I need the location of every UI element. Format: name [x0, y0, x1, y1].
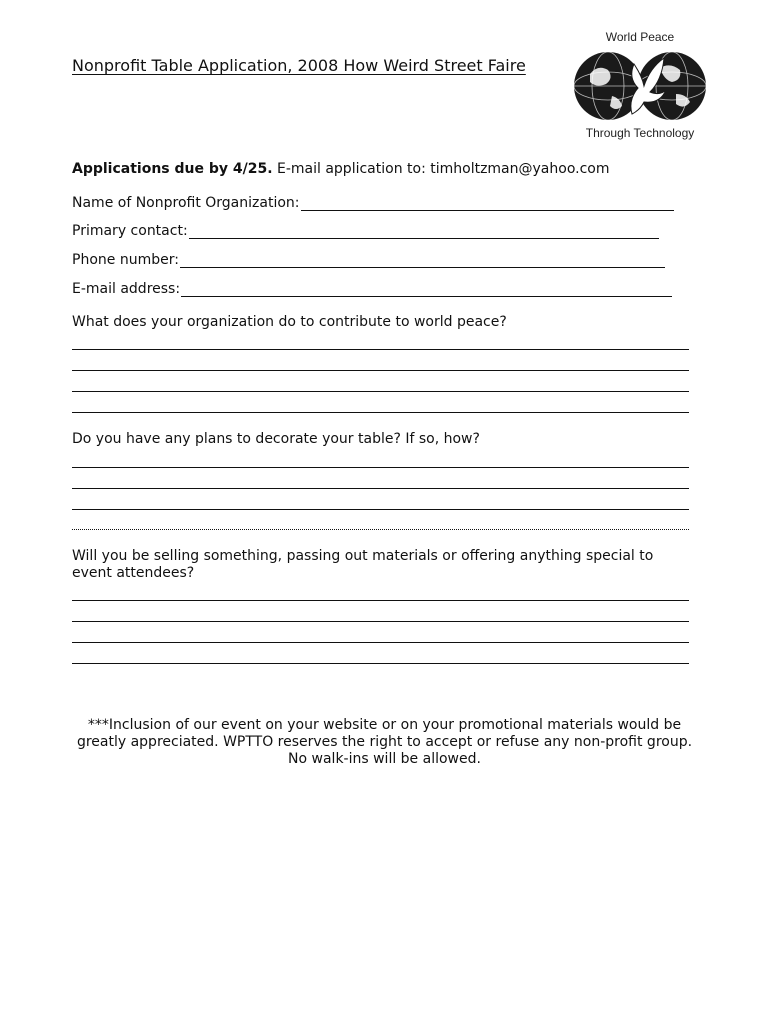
answer-line[interactable]	[72, 621, 689, 622]
question-world-peace: What does your organization do to contribute to world peace?	[72, 314, 507, 330]
primary-contact-label: Primary contact:	[72, 223, 188, 239]
question-selling: Will you be selling something, passing out materials or offering anything special to event attendees?	[72, 548, 654, 581]
page-title: Nonprofit Table Application, 2008 How Weird Street Faire	[72, 56, 526, 75]
footer-note	[72, 717, 697, 768]
answer-line[interactable]	[72, 467, 689, 468]
org-name-blank[interactable]	[301, 196, 674, 211]
phone-blank[interactable]	[180, 253, 665, 268]
globe-dove-icon	[572, 44, 708, 128]
answer-line[interactable]	[72, 600, 689, 601]
email-label: E-mail address:	[72, 281, 181, 297]
deadline-email-text: E-mail application to: timholtzman@yahoo.com	[277, 161, 610, 177]
answer-line[interactable]	[72, 529, 689, 530]
org-name-label: Name of Nonprofit Organization:	[72, 195, 300, 211]
footer-note-line: greatly appreciated. WPTTO reserves the right to accept or refuse any non-profit group.	[76, 734, 693, 750]
deadline-bold: Applications due by 4/25.	[72, 161, 273, 177]
answer-line[interactable]	[72, 642, 689, 643]
answer-line[interactable]	[72, 349, 689, 350]
answer-line[interactable]	[72, 370, 689, 371]
logo-bottom-text: Through Technology	[585, 126, 695, 140]
footer-note-line: No walk-ins will be allowed.	[288, 751, 481, 767]
email-field	[72, 281, 672, 297]
question-decorate-table: Do you have any plans to decorate your table? If so, how?	[72, 431, 480, 447]
phone-label: Phone number:	[72, 252, 179, 268]
answer-line[interactable]	[72, 663, 689, 664]
answer-line[interactable]	[72, 391, 689, 392]
email-blank[interactable]	[181, 282, 672, 297]
wptto-logo	[570, 30, 710, 144]
answer-line[interactable]	[72, 509, 689, 510]
primary-contact-blank[interactable]	[189, 224, 659, 239]
answer-line[interactable]	[72, 488, 689, 489]
primary-contact-field	[72, 223, 659, 239]
logo-top-text: World Peace	[605, 30, 675, 44]
answer-line[interactable]	[72, 412, 689, 413]
footer-note-line: ***Inclusion of our event on your website or on your promotional materials would be	[87, 717, 682, 733]
org-name-field	[72, 195, 674, 211]
phone-field	[72, 252, 665, 268]
deadline-line	[72, 161, 610, 177]
